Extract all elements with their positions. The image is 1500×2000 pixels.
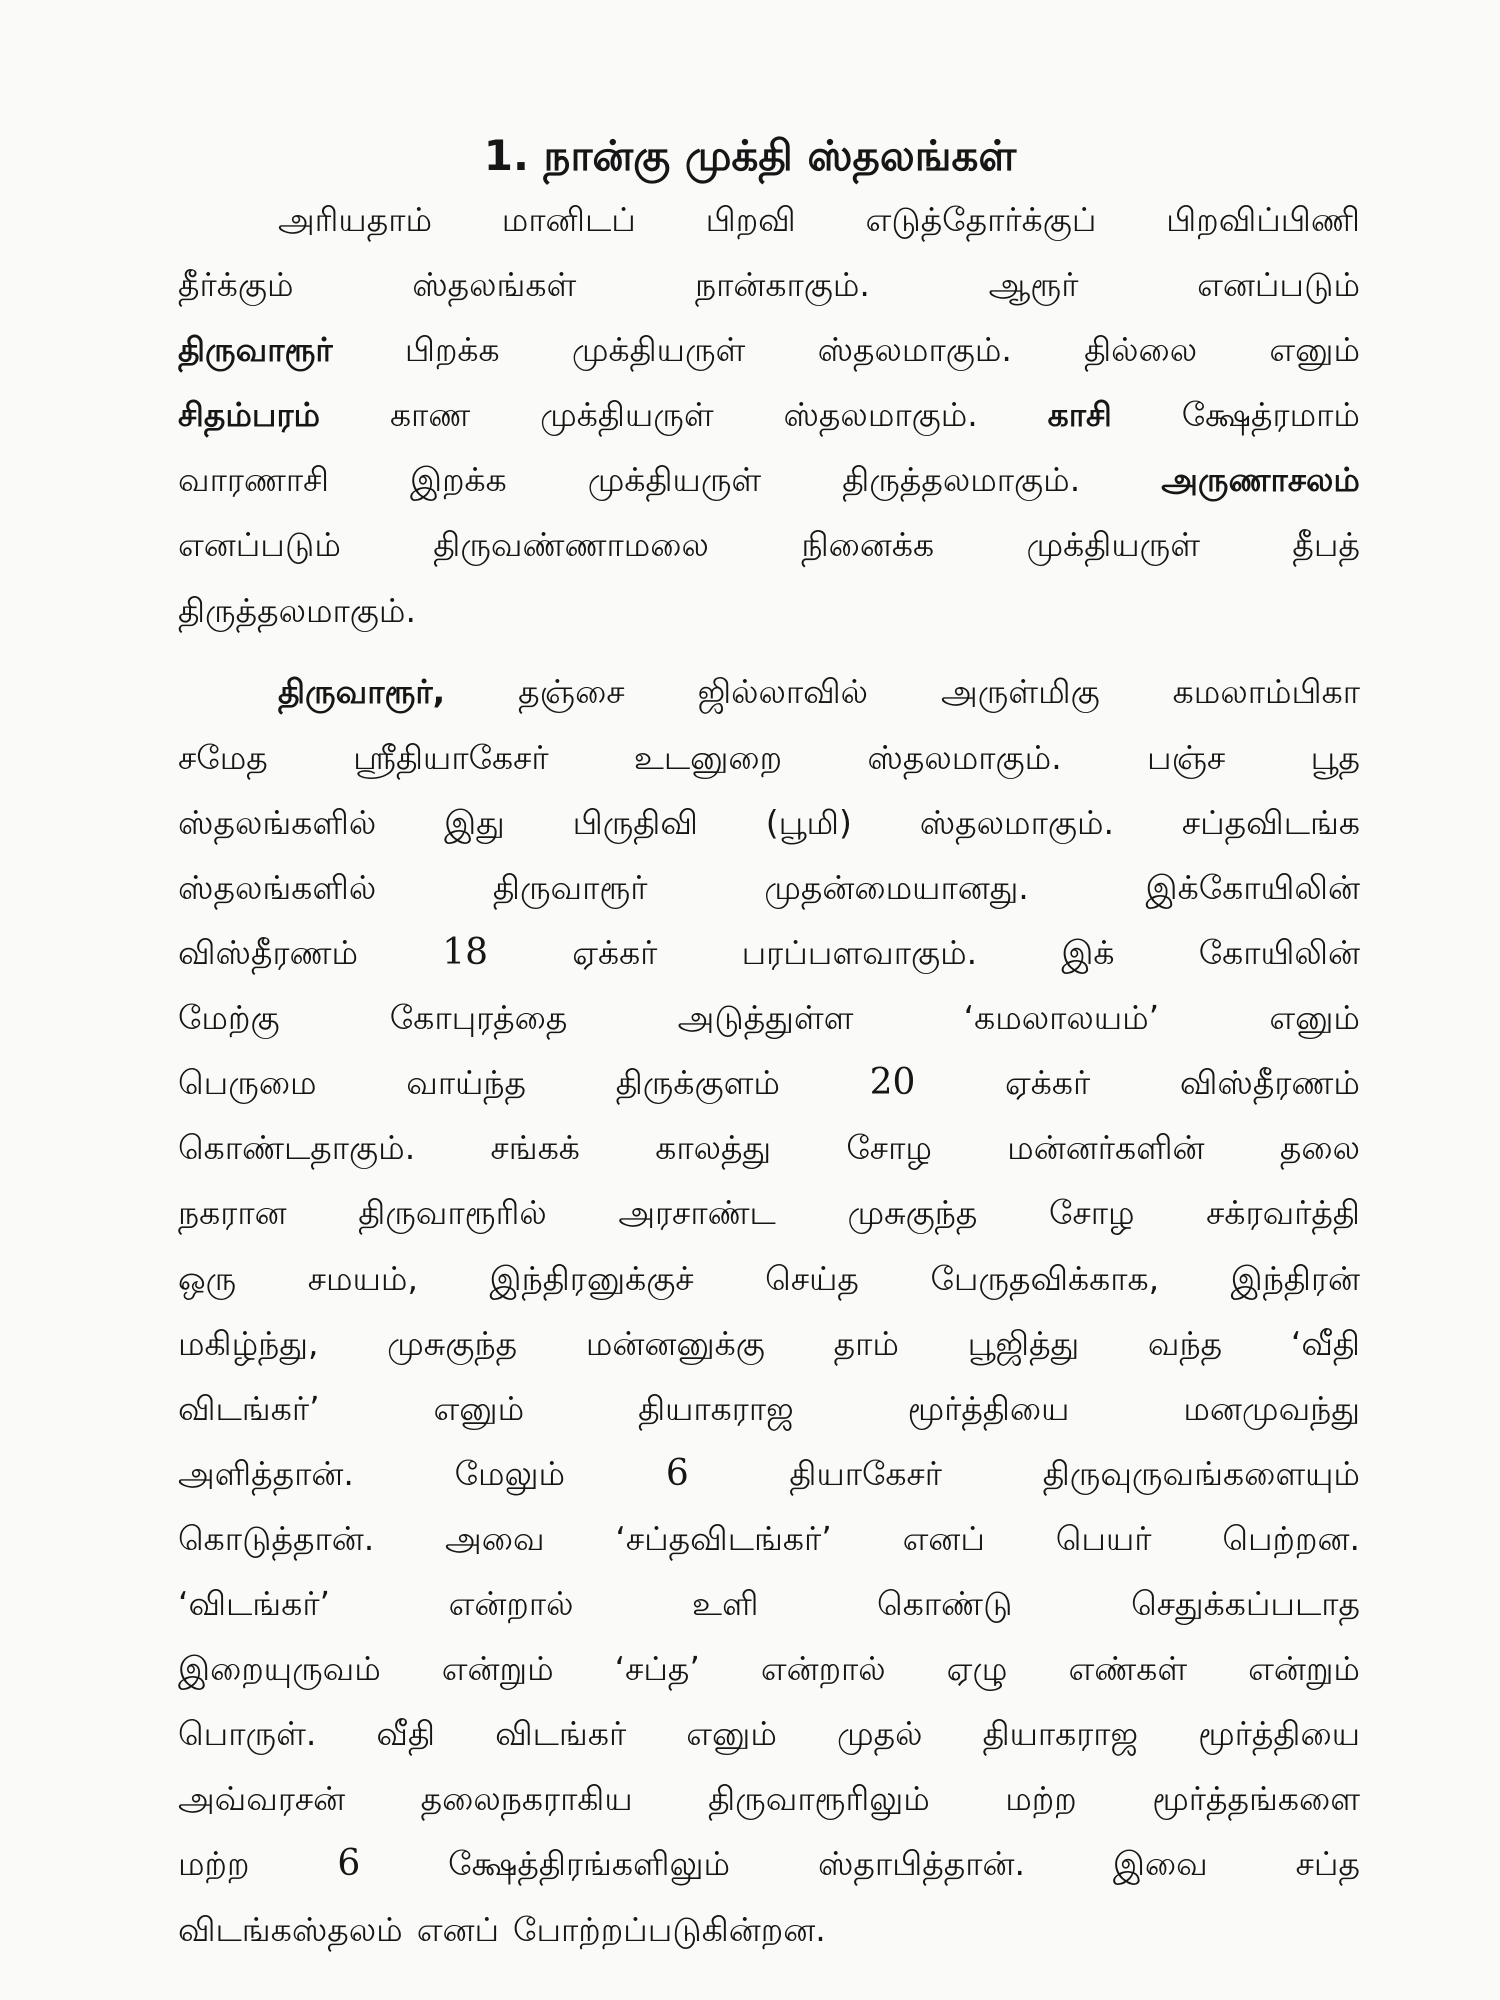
word: திருவண்ணாமலை (433, 525, 709, 564)
bold-word: திருவாரூர் (178, 330, 333, 369)
word: க்ஷேத்திரங்களிலும் (448, 1844, 731, 1883)
word: வீதி (376, 1714, 436, 1753)
word: பெயர் (1055, 1519, 1152, 1558)
word: எனப்படும் (178, 525, 341, 564)
text-line (278, 662, 1360, 722)
word: என்றும் (1248, 1649, 1360, 1688)
word: எனும் (686, 1714, 777, 1753)
word: அரசாண்ட (618, 1193, 776, 1232)
text-line (178, 728, 1360, 788)
number-word: 20 (869, 1062, 916, 1103)
word: பெருமை (178, 1063, 317, 1102)
word: முக்தியருள் (587, 460, 762, 499)
word: எனப்படும் (1197, 265, 1360, 304)
text-line (178, 450, 1360, 510)
word: மன்னர்களின் (1007, 1128, 1205, 1167)
number-word: 18 (442, 932, 489, 973)
word: தீபத் (1292, 525, 1360, 564)
word: ‘விடங்கர்’ (178, 1584, 331, 1623)
word: தில்லை (1084, 330, 1198, 369)
text-line (178, 1118, 1360, 1178)
word: ஸ்தாபித்தான். (817, 1844, 1025, 1883)
word: இக்கோயிலின் (1145, 868, 1360, 907)
word: அருள்மிகு (941, 672, 1100, 711)
word: முதன்மையானது. (764, 868, 1029, 907)
word: ஆரூர் (988, 265, 1079, 304)
text-line (178, 1769, 1360, 1829)
text-line (178, 1509, 1360, 1569)
text-line (178, 793, 1360, 853)
word: தியாகராஜ (638, 1389, 794, 1428)
text-line (178, 1444, 1360, 1504)
word: இது (444, 803, 505, 842)
word: கொண்டு (877, 1584, 1013, 1623)
word: அடுத்துள்ள (677, 998, 854, 1037)
word: எடுத்தோர்க்குப் (865, 200, 1097, 239)
word: பிறக்க (404, 330, 500, 369)
word: பேருதவிக்காக, (930, 1259, 1160, 1298)
word: ஸ்தலங்களில் (178, 868, 377, 907)
word: மேற்கு (178, 998, 280, 1037)
word: தியாகேசர் (789, 1454, 943, 1493)
word: அரியதாம் (278, 200, 433, 239)
word: கோபுரத்தை (389, 998, 568, 1037)
word: தியாகராஜ (982, 1714, 1139, 1753)
word: எனும் (1269, 330, 1360, 369)
word: மூர்த்தங்களை (1152, 1779, 1360, 1818)
word: ஜில்லாவில் (697, 672, 869, 711)
word: பெற்றன. (1222, 1519, 1360, 1558)
word: போற்றப்படுகின்றன. (513, 1910, 826, 1949)
word: ‘சப்தவிடங்கர்’ (615, 1519, 832, 1558)
word: ‘சப்த’ (614, 1649, 700, 1688)
word: என்றால் (760, 1649, 886, 1688)
word: தீர்க்கும் (178, 265, 294, 304)
word: வாரணாசி (178, 460, 329, 499)
word: எனப் (902, 1519, 985, 1558)
word: எனப் (416, 1910, 500, 1949)
word: க்ஷேத்ரமாம் (1181, 395, 1360, 434)
word: திருவாரூரில் (358, 1193, 547, 1232)
word: பொருள். (178, 1714, 317, 1753)
text-line (178, 1314, 1360, 1374)
word: எனும் (433, 1389, 525, 1428)
word: முக்தியருள் (571, 330, 746, 369)
bold-word: அருணாசலம் (1161, 460, 1360, 499)
text-line (278, 190, 1360, 250)
bold-word: சிதம்பரம் (178, 395, 321, 434)
word: விடங்கஸ்தலம் (178, 1910, 403, 1949)
word: பூத (1310, 738, 1360, 777)
word: இவை (1112, 1844, 1208, 1883)
word: ஏக்கர் (572, 933, 658, 972)
word: கோயிலின் (1198, 933, 1360, 972)
word: கமலாம்பிகா (1172, 672, 1360, 711)
word: ஸ்தலமாகும். (817, 330, 1012, 369)
word: வாய்ந்த (406, 1063, 527, 1102)
text-line (178, 581, 1360, 641)
word: ஸ்தலங்களில் (178, 803, 377, 842)
word: இறக்க (409, 460, 507, 499)
word: நினைக்க (801, 525, 935, 564)
word: நான்காகும். (694, 265, 870, 304)
text-line (178, 1379, 1360, 1439)
bold-word: காசி (1047, 395, 1112, 434)
word: சமயம், (307, 1259, 418, 1298)
word: தலை (1279, 1128, 1360, 1167)
word: (பூமி) (765, 803, 852, 842)
word: கொடுத்தான். (178, 1519, 375, 1558)
word: சோழ (1049, 1193, 1135, 1232)
word: ஸ்ரீதியாகேசர் (353, 738, 549, 777)
text-line (178, 255, 1360, 315)
word: எனும் (1269, 998, 1360, 1037)
word: பிருதிவி (572, 803, 698, 842)
word: பரப்பளவாகும். (741, 933, 978, 972)
word: ஸ்தலமாகும். (919, 803, 1114, 842)
word: ஸ்தலங்கள் (412, 265, 577, 304)
word: பிறவி (705, 200, 796, 239)
word: ஒரு (178, 1259, 237, 1298)
text-line (178, 1900, 1360, 1960)
word: அவை (445, 1519, 545, 1558)
word: ‘வீதி (1290, 1324, 1360, 1363)
word: முக்தியருள் (540, 395, 714, 434)
number-word: 6 (337, 1843, 361, 1884)
word: சோழ (846, 1128, 932, 1167)
text-line (178, 1704, 1360, 1764)
word: வந்த (1147, 1324, 1223, 1363)
word: அவ்வரசன் (178, 1779, 346, 1818)
word: அளித்தான். (178, 1454, 354, 1493)
number-word: 6 (665, 1453, 689, 1494)
word: திருவாரூரிலும் (708, 1779, 930, 1818)
text-line (178, 1834, 1360, 1894)
text-line (178, 1249, 1360, 1309)
word: திருத்தலமாகும். (842, 460, 1081, 499)
word: இக் (1061, 933, 1115, 972)
word: முக்தியருள் (1026, 525, 1200, 564)
word: கொண்டதாகும். (178, 1128, 416, 1167)
word: நகரான (178, 1193, 287, 1232)
word: என்றும் (441, 1649, 554, 1688)
text-line (178, 515, 1360, 575)
word: சப்த (1295, 1844, 1360, 1883)
text-line (178, 858, 1360, 918)
word: மூர்த்தியை (1198, 1714, 1360, 1753)
word: எண்கள் (1068, 1649, 1188, 1688)
word: விஸ்தீரணம் (1179, 1063, 1360, 1102)
word: தாம் (833, 1324, 899, 1363)
word: மேலும் (454, 1454, 566, 1493)
text-line (178, 923, 1360, 983)
word: ஏக்கர் (1005, 1063, 1091, 1102)
word: ஏழு (946, 1649, 1008, 1688)
word: திருவாரூர் (492, 868, 648, 907)
word: மகிழ்ந்து, (178, 1324, 319, 1363)
text-line (178, 988, 1360, 1048)
word: மற்ற (178, 1844, 250, 1883)
word: உடனுறை (633, 738, 783, 777)
text-line (178, 385, 1360, 445)
word: திருத்தலமாகும். (178, 591, 416, 630)
word: பூஜித்து (967, 1324, 1080, 1363)
word: ஸ்தலமாகும். (867, 738, 1062, 777)
word: என்றால் (448, 1584, 574, 1623)
text-line (178, 1053, 1360, 1113)
word: முசுகுந்த (847, 1193, 978, 1232)
word: சப்தவிடங்க (1181, 803, 1360, 842)
word: செய்த (765, 1259, 859, 1298)
chapter-title: 1. நான்கு முக்தி ஸ்தலங்கள் (483, 131, 1017, 181)
word: தலைநகராகிய (420, 1779, 633, 1818)
text-line (178, 1639, 1360, 1699)
word: மன்னனுக்கு (585, 1324, 765, 1363)
word: பிறவிப்பிணி (1166, 200, 1360, 239)
word: விடங்கர்’ (178, 1389, 320, 1428)
word: விடங்கர் (495, 1714, 627, 1753)
bold-word: திருவாரூர், (278, 672, 446, 711)
word: இந்திரனுக்குச் (489, 1259, 694, 1298)
word: காலத்து (655, 1128, 772, 1167)
text-line (178, 320, 1360, 380)
word: ஸ்தலமாகும். (783, 395, 978, 434)
word: இந்திரன் (1230, 1259, 1360, 1298)
word: மனமுவந்து (1183, 1389, 1360, 1428)
word: மூர்த்தியை (907, 1389, 1070, 1428)
text-line (178, 1574, 1360, 1634)
word: உளி (692, 1584, 759, 1623)
word: திருக்குளம் (615, 1063, 780, 1102)
word: மற்ற (1005, 1779, 1077, 1818)
word: செதுக்கப்படாத (1131, 1584, 1360, 1623)
word: பஞ்ச (1147, 738, 1226, 777)
word: திருவுருவங்களையும் (1042, 1454, 1360, 1493)
word: இறையுருவம் (178, 1649, 381, 1688)
word: காண (389, 395, 471, 434)
text-line (178, 1183, 1360, 1243)
word: முதல் (836, 1714, 923, 1753)
word: முசுகுந்த (387, 1324, 518, 1363)
word: ‘கமலாலயம்’ (963, 998, 1160, 1037)
word: சமேத (178, 738, 268, 777)
word: தஞ்சை (518, 672, 625, 711)
word: மானிடப் (501, 200, 636, 239)
word: சங்கக் (490, 1128, 580, 1167)
word: விஸ்தீரணம் (178, 933, 359, 972)
word: சக்ரவர்த்தி (1206, 1193, 1360, 1232)
